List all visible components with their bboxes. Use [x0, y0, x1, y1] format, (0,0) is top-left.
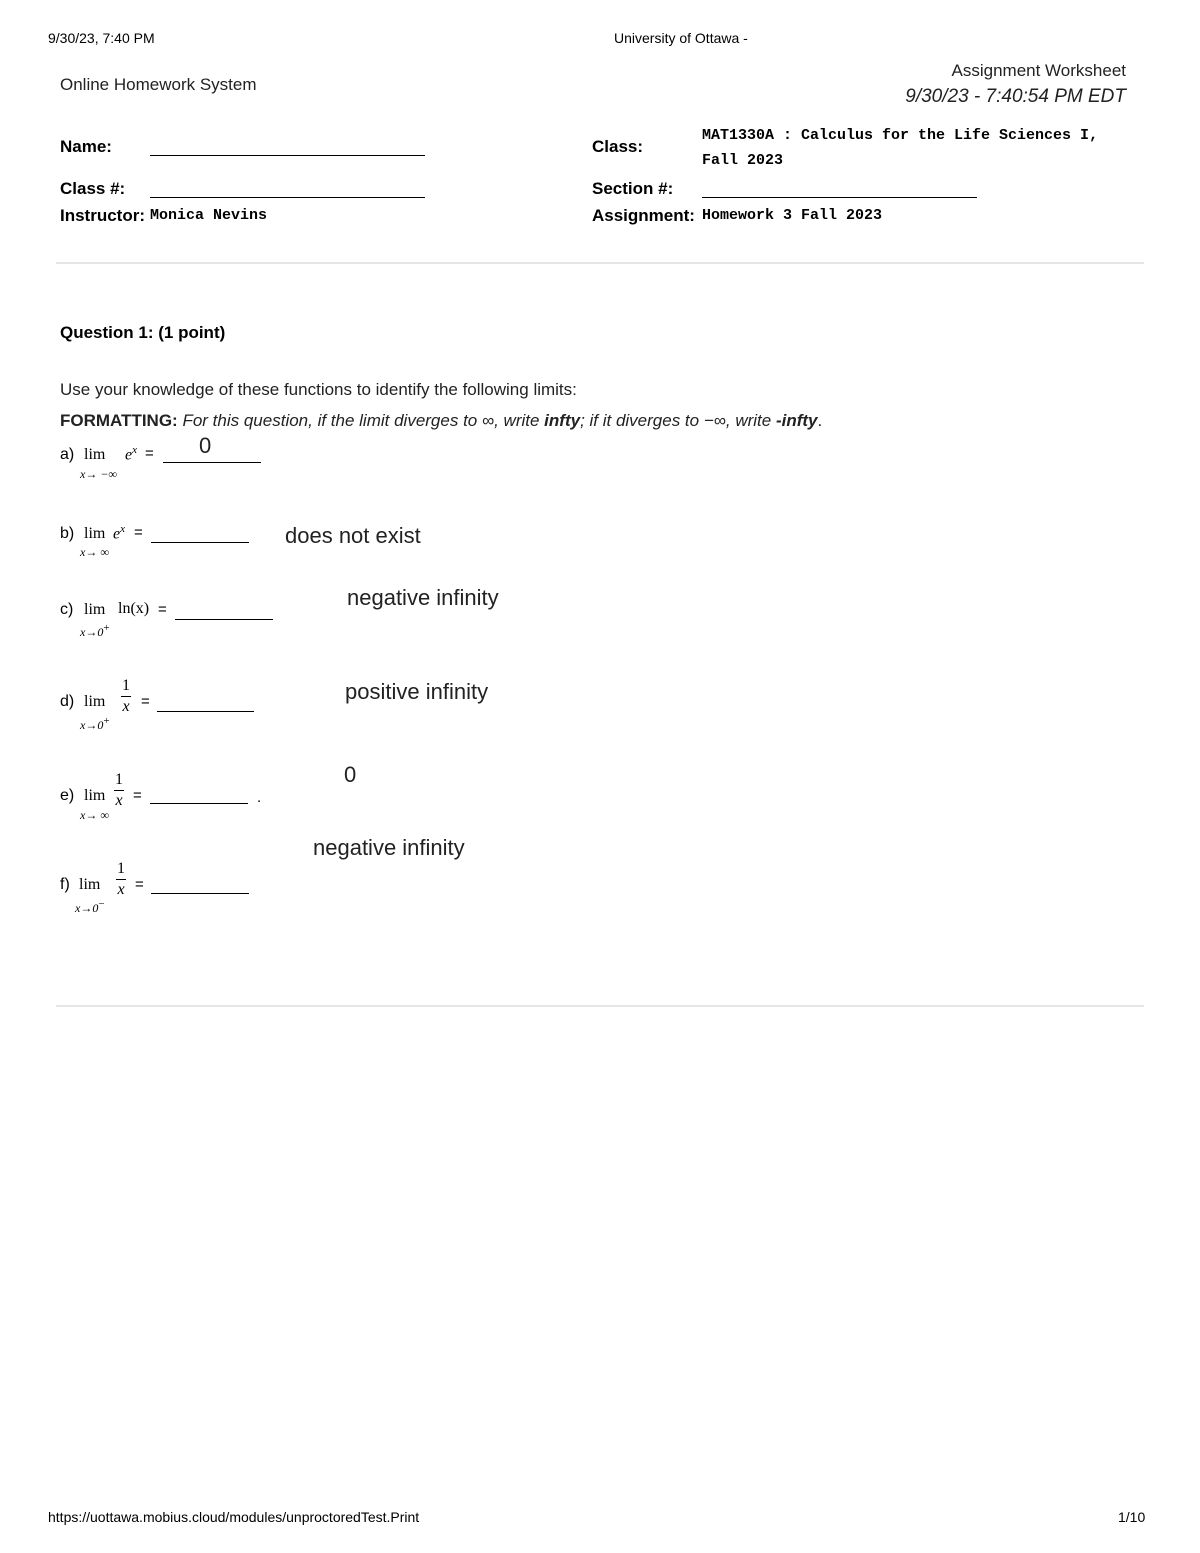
assignment-value: Homework 3 Fall 2023 [702, 207, 883, 224]
equals-sign: = [135, 876, 144, 893]
formatting-text-1: For this question, if the limit diverges to ∞, write [182, 411, 540, 430]
lim-subscript: x→ ∞ [80, 808, 109, 822]
handwritten-answer: does not exist [285, 523, 421, 548]
lim-operator: lim [84, 525, 106, 542]
handwritten-answer: 0 [199, 433, 212, 458]
worksheet-timestamp: 9/30/23 - 7:40:54 PM EDT [905, 86, 1126, 107]
lim-subscript: x→ ∞ [80, 545, 109, 559]
part-letter: f) [60, 876, 70, 893]
system-name: Online Homework System [60, 75, 257, 94]
instructor-value: Monica Nevins [150, 207, 268, 224]
fraction: 1 x [122, 677, 130, 715]
section-label: Section #: [592, 179, 674, 198]
limit-expression: $e^x$ [125, 444, 137, 464]
print-site-title: University of Ottawa - [614, 30, 748, 46]
header-divider [56, 262, 1144, 264]
answer-blank[interactable] [175, 619, 273, 620]
lim-subscript: x→0+ [80, 715, 110, 732]
name-blank [150, 155, 425, 156]
answer-blank[interactable] [150, 803, 248, 804]
part-letter: a) [60, 446, 75, 463]
lim-operator: lim [84, 601, 106, 618]
class-label: Class: [592, 137, 644, 156]
formatting-keyword-neg-infty: -infty [775, 411, 818, 430]
lim-operator: lim [79, 876, 101, 893]
equals-sign: = [141, 693, 150, 710]
trailing-period: . [257, 789, 262, 806]
question-prompt: Use your knowledge of these functions to identify the following limits: [60, 380, 577, 399]
lim-subscript: x→0− [75, 898, 105, 915]
formatting-label: FORMATTING: [60, 411, 178, 430]
worksheet-title: Assignment Worksheet [951, 61, 1126, 80]
equals-sign: = [133, 787, 142, 804]
equals-sign: = [134, 524, 143, 541]
section-blank [702, 197, 977, 198]
formatting-text-2: ; if it diverges to −∞, write [580, 411, 772, 430]
answer-blank[interactable] [157, 711, 254, 712]
part-letter: c) [60, 601, 74, 618]
print-datetime: 9/30/23, 7:40 PM [48, 30, 155, 46]
limit-expression: ln(x) [118, 600, 150, 617]
formatting-instructions [60, 411, 822, 431]
class-number-label: Class #: [60, 179, 126, 198]
limit-expression: $e^x$ [113, 523, 125, 543]
part-letter: e) [60, 787, 75, 804]
class-value-line2: Fall 2023 [702, 152, 784, 169]
answer-blank[interactable] [151, 893, 249, 894]
question-divider [56, 1005, 1144, 1007]
lim-subscript: x→0+ [80, 622, 110, 639]
formatting-end: . [817, 411, 823, 430]
class-number-blank [150, 197, 425, 198]
fraction: 1 x [117, 860, 125, 898]
equals-sign: = [145, 445, 154, 462]
class-value-line1: MAT1330A : Calculus for the Life Sciences I, [702, 127, 1099, 144]
instructor-label: Instructor: [60, 206, 145, 225]
lim-subscript: x→ −∞ [80, 467, 117, 481]
handwritten-answer: negative infinity [313, 835, 465, 860]
lim-operator: lim [84, 693, 106, 710]
name-label: Name: [60, 137, 112, 156]
answer-blank[interactable] [163, 462, 261, 463]
handwritten-answer: negative infinity [347, 585, 499, 610]
print-page-number: 1/10 [1118, 1509, 1146, 1525]
answer-blank[interactable] [151, 542, 249, 543]
handwritten-answer: positive infinity [345, 679, 489, 704]
equals-sign: = [158, 601, 167, 618]
question-title: Question 1: (1 point) [60, 323, 226, 342]
print-url: https://uottawa.mobius.cloud/modules/unproctoredTest.Print [48, 1509, 420, 1525]
fraction: 1 x [115, 771, 123, 809]
lim-operator: lim [84, 446, 106, 463]
lim-operator: lim [84, 787, 106, 804]
handwritten-answer: 0 [344, 762, 357, 787]
part-letter: d) [60, 693, 75, 710]
formatting-keyword-infty: infty [544, 411, 581, 430]
assignment-label: Assignment: [592, 206, 695, 225]
part-letter: b) [60, 525, 75, 542]
